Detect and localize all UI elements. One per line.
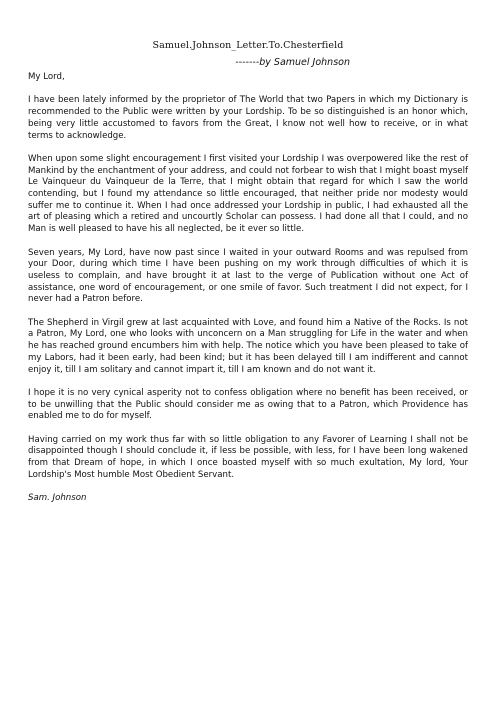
paragraph-3: Seven years, My Lord, have now past since I waited in your outward Rooms and was repulsed from your Door, during which time I have been pushing on my work through difficulties of which it is useless to complain, and have brought it at last to the verge of Publication without one Act of assistance, one word of encouragement, or one smile of favor. Such treatment I did not expect, for I never had a Patron before. [28, 247, 468, 305]
salutation: My Lord, [28, 72, 65, 82]
paragraph-1: I have been lately informed by the proprietor of The World that two Papers in which my Dictionary is recommended to the Public were written by your Lordship. To be so distinguished is an honor which, being very little accustomed to favors from the Great, I know not well how to receive, or in what terms to acknowledge. [28, 95, 468, 141]
paragraph-2: When upon some slight encouragement I first visited your Lordship I was overpowered like the rest of Mankind by the enchantment of your address, and could not forbear to wish that I might boast myself Le Vainqueur du Vainqueur de la Terre, that I might obtain that regard for which I saw the world contending, but I found my attendance so little encouraged, that neither pride nor modesty would suffer me to continue it. When I had once addressed your Lordship in public, I had exhausted all the art of pleasing which a retired and uncourtly Scholar can possess. I had done all that I could, and no Man is well pleased to have his all neglected, be it ever so little. [28, 153, 468, 235]
signature: Sam. Johnson [28, 493, 87, 504]
paragraph-4: The Shepherd in Virgil grew at last acquainted with Love, and found him a Native of the Rocks. Is not a Patron, My Lord, one who looks with unconcern on a Man struggling for Life in the water and when he has reached ground encumbers him with help. The notice which you have been pleased to take of my Labors, had it been early, had been kind; but it has been delayed till I am indifferent and cannot enjoy it, till I am solitary and cannot impart it, till I am known and do not want it. [28, 317, 468, 375]
paragraph-5: I hope it is no very cynical asperity not to confess obligation where no benefit has been received, or to be unwilling that the Public should consider me as owing that to a Patron, which Providence has enabled me to do for myself. [28, 387, 468, 422]
author-byline: -------by Samuel Johnson [235, 57, 350, 68]
paragraph-6: Having carried on my work thus far with so little obligation to any Favorer of Learning I shall not be disappointed though I should conclude it, if less be possible, with less, for I have been long wakened from that Dream of hope, in which I once boasted myself with so much exultation, My lord, Your Lordship's Most humble Most Obedient Servant. [28, 434, 468, 480]
document-title: Samuel.Johnson_Letter.To.Chesterfield [152, 40, 344, 51]
letter-body [28, 72, 468, 505]
